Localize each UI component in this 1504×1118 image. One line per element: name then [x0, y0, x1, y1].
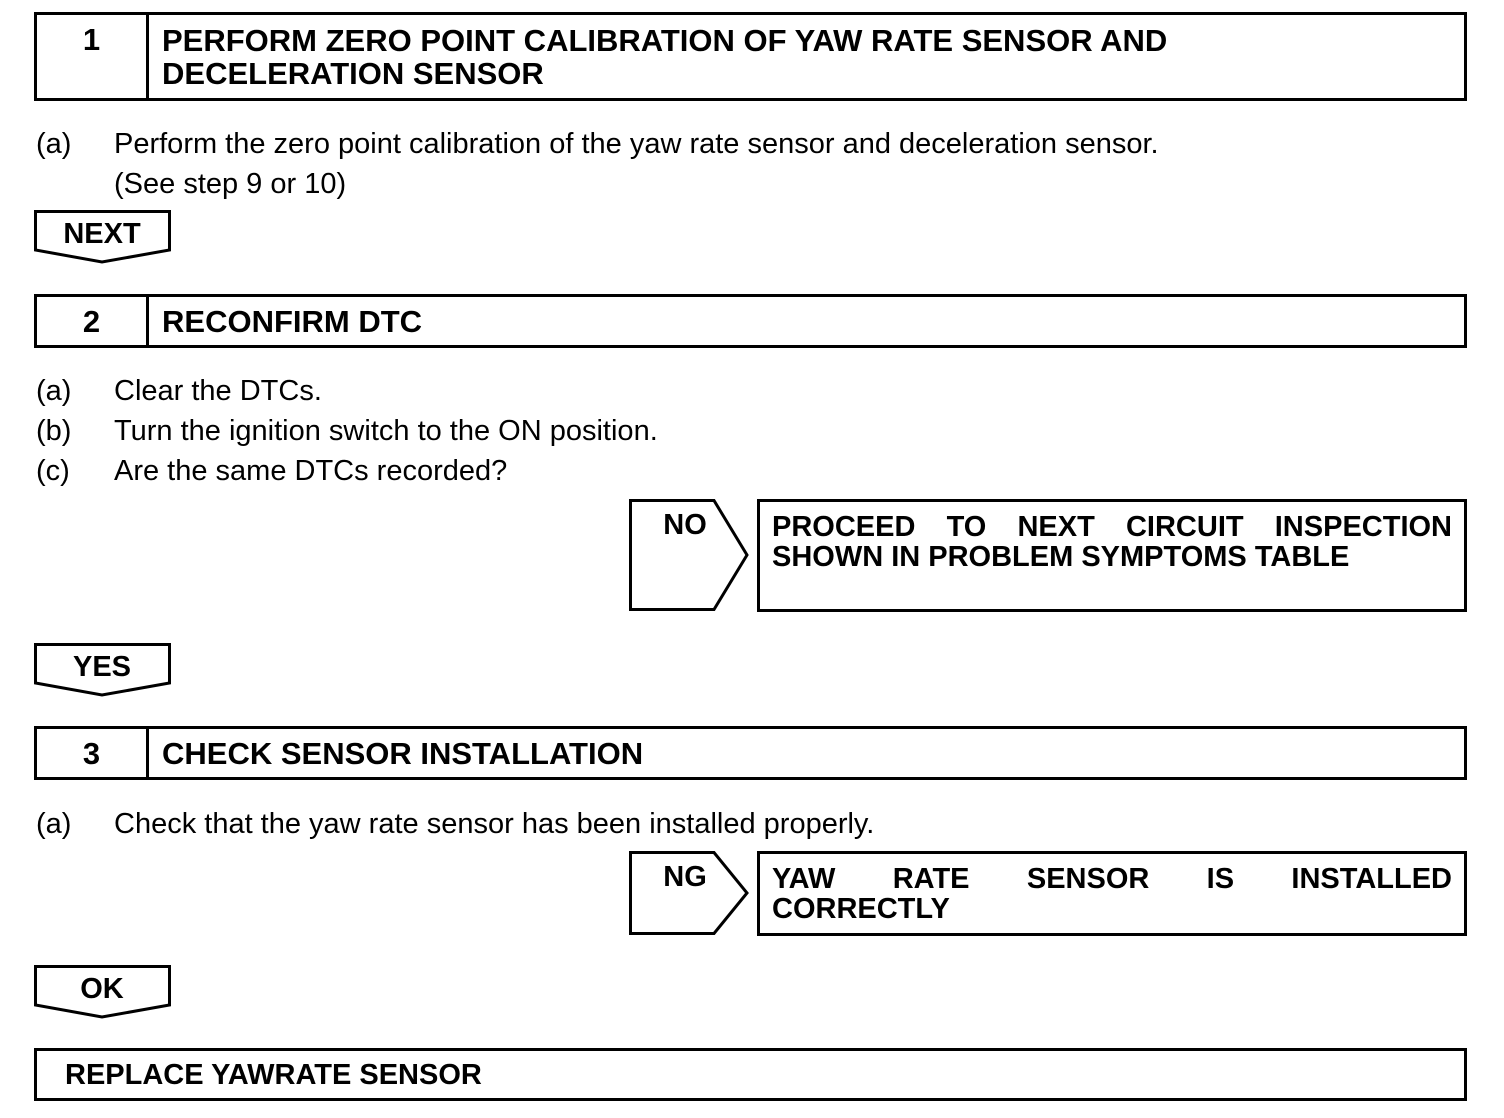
item-label: (a): [36, 375, 72, 407]
item-label: (a): [36, 808, 72, 840]
yes-flow-marker: [34, 643, 174, 697]
item-label: (b): [36, 415, 72, 447]
ng-label: NG: [663, 861, 707, 893]
item-text-2: (See step 9 or 10): [114, 168, 347, 200]
step-2-title: RECONFIRM DTC: [162, 304, 423, 339]
ng-result-line2: CORRECTLY: [772, 893, 950, 925]
no-result-line1: PROCEED TO NEXT CIRCUIT INSPECTION: [772, 511, 1452, 543]
step-2-header: [34, 294, 1467, 348]
step-2-item-c: [36, 451, 1456, 491]
final-action-box: [34, 1048, 1467, 1101]
step-1-number: 1: [37, 15, 149, 98]
ng-result-box: [757, 851, 1467, 936]
item-text: Are the same DTCs recorded?: [114, 455, 508, 487]
item-text: Check that the yaw rate sensor has been installed properly.: [114, 808, 875, 840]
step-1-item-a: [36, 124, 1456, 204]
step-1-header: [34, 12, 1467, 101]
no-result-box: [757, 499, 1467, 612]
step-3-number: 3: [37, 729, 149, 777]
step-1-title-line1: PERFORM ZERO POINT CALIBRATION OF YAW RATE SENSOR AND: [162, 23, 1168, 58]
step-1-title-line2: DECELERATION SENSOR: [162, 56, 544, 91]
ng-result-line1: YAW RATE SENSOR IS INSTALLED: [772, 863, 1452, 895]
item-label: (c): [36, 455, 70, 487]
final-action-text: REPLACE YAWRATE SENSOR: [65, 1059, 482, 1091]
ng-branch-arrow: [629, 851, 751, 935]
step-2-item-a: [36, 371, 1456, 411]
next-label: NEXT: [63, 218, 141, 250]
step-2-number: 2: [37, 297, 149, 345]
item-text: Perform the zero point calibration of the yaw rate sensor and deceleration sensor.: [114, 128, 1159, 160]
step-1-title: [162, 24, 1452, 90]
no-result-line2: SHOWN IN PROBLEM SYMPTOMS TABLE: [772, 541, 1350, 573]
step-3-title: CHECK SENSOR INSTALLATION: [162, 736, 644, 771]
step-3-header: [34, 726, 1467, 780]
no-branch-arrow: [629, 499, 751, 611]
next-flow-marker: [34, 210, 174, 264]
item-text: Turn the ignition switch to the ON position.: [114, 415, 658, 447]
ok-label: OK: [80, 973, 124, 1005]
step-3-item-a: [36, 804, 1456, 844]
yes-label: YES: [72, 651, 132, 683]
step-2-item-b: [36, 411, 1456, 451]
item-label: (a): [36, 128, 72, 160]
ok-flow-marker: [34, 965, 174, 1019]
no-label: NO: [663, 509, 707, 541]
item-text: Clear the DTCs.: [114, 375, 322, 407]
